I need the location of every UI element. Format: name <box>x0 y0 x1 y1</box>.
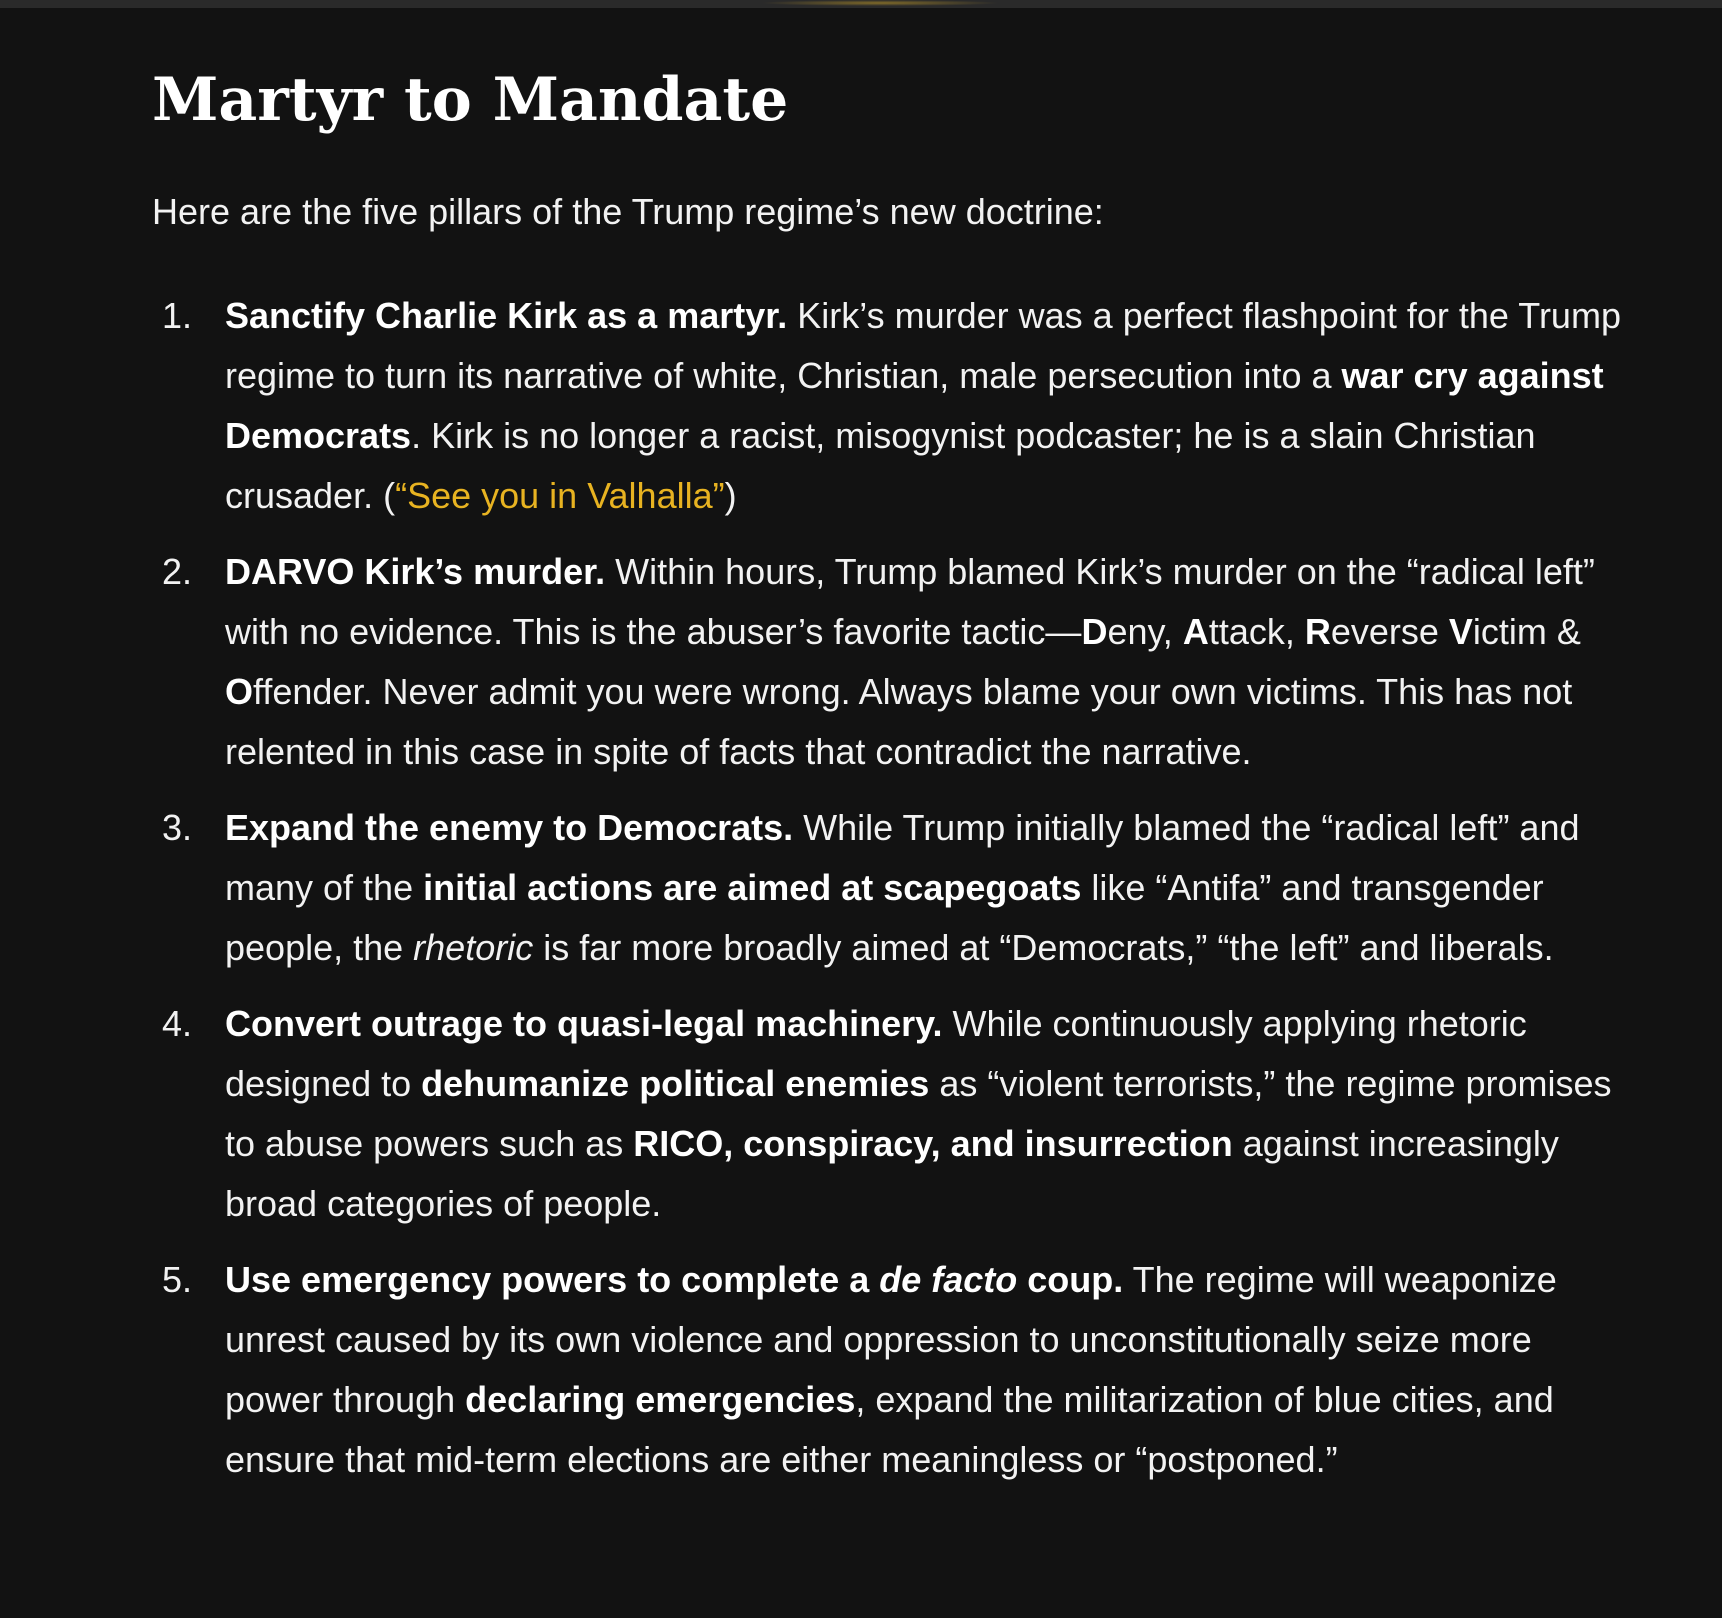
bold-italic-text: de facto <box>879 1259 1018 1300</box>
pillar-text <box>225 542 1622 782</box>
plain-text: eny, <box>1107 611 1183 652</box>
bold-text: initial actions are aimed at scapegoats <box>423 867 1082 908</box>
plain-text: as “violent terrorists,” the regime promises to abuse powers such as <box>225 1063 1612 1164</box>
plain-text: , expand the militarization of blue cities, and ensure that mid-term elections are either meaningless or “postponed.” <box>225 1379 1554 1480</box>
pillar-text <box>225 798 1622 978</box>
plain-text: While Trump initially blamed the “radical left” and many of the <box>225 807 1580 908</box>
plain-text: Kirk’s murder was a perfect flashpoint for the Trump regime to turn its narrative of white, Christian, male persecution into a <box>225 295 1621 396</box>
top-bar-highlight <box>760 0 1000 6</box>
bold-text: O <box>225 671 254 712</box>
pillar-number: 3. <box>162 807 193 848</box>
pillar-number: 4. <box>162 1003 193 1044</box>
bold-text: RICO, conspiracy, and insurrection <box>633 1123 1233 1164</box>
plain-text: . Kirk is no longer a racist, misogynist podcaster; he is a slain Christian crusader. ( <box>225 415 1536 516</box>
pillar-number: 1. <box>162 295 193 336</box>
bold-text: Convert outrage to quasi-legal machinery. <box>225 1003 943 1044</box>
inline-link[interactable]: “See you in Valhalla” <box>395 475 725 516</box>
plain-text: The regime will weaponize unrest caused by its own violence and oppression to unconstitutionally seize more power through <box>225 1259 1557 1420</box>
plain-text: everse <box>1330 611 1449 652</box>
bold-text: declaring emergencies <box>465 1379 856 1420</box>
plain-text: ttack, <box>1208 611 1305 652</box>
plain-text: ictim & <box>1472 611 1581 652</box>
pillar-item <box>152 542 1622 782</box>
bold-text: dehumanize political enemies <box>421 1063 930 1104</box>
bold-text: DARVO Kirk’s murder. <box>225 551 606 592</box>
plain-text: is far more broadly aimed at “Democrats,” “the left” and liberals. <box>533 927 1554 968</box>
pillar-item <box>152 994 1622 1234</box>
article-body <box>152 50 1622 1506</box>
article-title: Martyr to Mandate <box>152 65 789 135</box>
pillar-number: 2. <box>162 551 193 592</box>
bold-text: A <box>1182 611 1209 652</box>
bold-text: Use emergency powers to complete a <box>225 1259 880 1300</box>
pillar-number: 5. <box>162 1259 193 1300</box>
bold-text: V <box>1448 611 1473 652</box>
bold-text: Expand the enemy to Democrats. <box>225 807 794 848</box>
pillar-item <box>152 1250 1622 1490</box>
top-bar <box>0 0 1722 8</box>
plain-text: While continuously applying rhetoric designed to <box>225 1003 1527 1104</box>
article-intro: Here are the five pillars of the Trump regime’s new doctrine: <box>152 191 1104 232</box>
pillar-text <box>225 994 1622 1234</box>
bold-text: Sanctify Charlie Kirk as a martyr. <box>225 295 788 336</box>
plain-text: Within hours, Trump blamed Kirk’s murder on the “radical left” with no evidence. This is the abuser’s favorite tactic— <box>225 551 1595 652</box>
pillar-text <box>225 1250 1622 1490</box>
plain-text: like “Antifa” and transgender people, the <box>225 867 1544 968</box>
plain-text: ) <box>724 475 737 516</box>
pillars-list <box>152 286 1622 1490</box>
bold-text: R <box>1304 611 1331 652</box>
bold-text: war cry against Democrats <box>225 355 1604 456</box>
bold-text: D <box>1081 611 1108 652</box>
pillar-text <box>225 286 1622 526</box>
pillar-item <box>152 286 1622 526</box>
italic-text: rhetoric <box>413 927 534 968</box>
plain-text: against increasingly broad categories of people. <box>225 1123 1559 1224</box>
pillar-item <box>152 798 1622 978</box>
plain-text: ffender. Never admit you were wrong. Always blame your own victims. This has not relented in this case in spite of facts that contradict the narrative. <box>225 671 1573 772</box>
bold-text: coup. <box>1017 1259 1124 1300</box>
